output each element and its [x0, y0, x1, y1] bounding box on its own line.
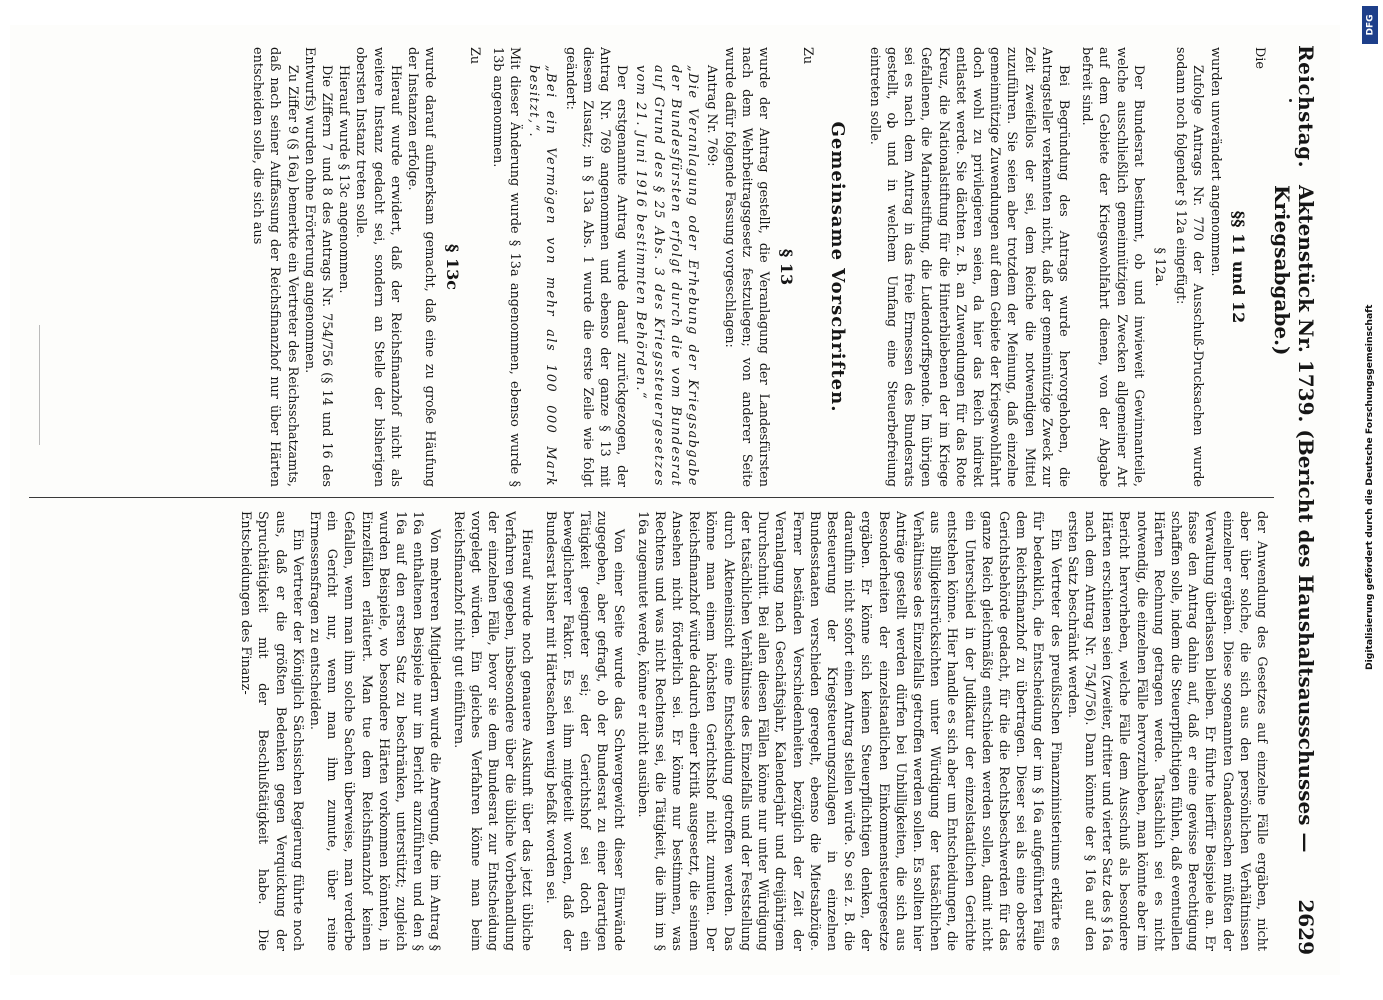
section-prefix: Zu — [800, 47, 816, 65]
header-publication: Reichstag. — [1294, 45, 1318, 169]
quote-text: „Die Veranlagung oder Erhebung der Kriegsabgabe der Bundesfürsten erfolgt durch die vom Bundesrat auf Grund des § 25 Abs. 3 des Kriegssteuergesetzes vom 21. Juni 1916 bestimmten Behörden.“ — [633, 65, 701, 487]
quoted-amendment — [525, 65, 559, 487]
section-heading: § 13 — [777, 248, 797, 286]
section-prefix: Die — [1252, 47, 1267, 69]
paragraph: wurden unverändert angenommen. — [1207, 47, 1223, 277]
paragraph: Ein Vertreter der Königlich Sächsischen Regierung führte noch aus, daß er die größten Bedenken gegen Verquickung der Spruchtätigkeit mit der Beschlußtätigkeit habe. Die Entscheidungen des Finanz- — [238, 511, 305, 951]
left-column — [30, 47, 1270, 487]
quote-text: „Bei ein Vermögen von mehr als 100 000 Mark besitzt,“. — [526, 65, 559, 487]
column-divider — [29, 497, 1274, 498]
paragraph: Hierauf wurde erwidert, daß der Reichsfinanzhof nicht als weitere Instanz gedacht sei, sondern an Stelle der bisherigen obersten Instanz treten solle. — [353, 47, 403, 487]
section-line — [465, 47, 482, 487]
section-heading: §§ 11 und 12 — [1228, 210, 1248, 324]
print-speck — [1289, 99, 1292, 102]
page-header — [1270, 45, 1322, 955]
paragraph: wurde der Antrag gestellt, die Veranlagung der Landesfürsten nach dem Wehrbeitragsgesetz festzulegen; von anderer Seite wurde dafür folgende Fassung vorgeschlagen: — [721, 47, 771, 487]
page-edge-shadow — [39, 325, 40, 445]
section-line — [1251, 47, 1268, 487]
motion-label: Antrag Nr. 769: — [704, 65, 720, 167]
logo-text: DFG — [1365, 14, 1376, 36]
section-heading: § 13c — [443, 244, 463, 290]
paragraph: Der erstgenannte Antrag wurde darauf zurückgezogen, der Antrag Nr. 769 angenommen und ebenso der ganze § 13 mit diesem Zusatz; in § 13a Abs. 1 wurde die erste Zeile wie folgt geändert: — [562, 47, 630, 487]
quoted-motion — [632, 65, 701, 487]
scanned-page — [10, 25, 1340, 975]
paragraph: der Anwendung des Gesetzes auf einzelne Fälle ergäben, nicht aber über solche, die sich aus den persönlichen Verhältnissen einzelner ergäben. Diese sogenannten Gnadensachen müßten der Verwaltung überlassen bleiben. Er führte hierfür Beispiele an. Er fasse den Antrag dahin auf, daß er eine gewisse Berechtigung schaffen solle, indem die Steuerpflichtigen fühlen, daß eventuellen Härten Rechnung getragen werde. Tatsächlich sei es nicht notwendig, die einzelnen Fälle hervorzuheben, man könnte aber im Bericht hervorheben, welche Fälle dem Ausschuß als besondere Härten erschienen seien (zweiter, dritter und vierter Satz des § 16a nach dem Antrag Nr. 754/756). Dann könnte der § 16a auf den ersten Satz beschränkt werden. — [1064, 511, 1269, 951]
right-column — [30, 511, 1270, 951]
paragraph: Hierauf wurde noch genauere Auskunft über das jetzt übliche Verfahren gegeben, insbesondere über die übliche Vorbehandlung der einzelnen Fälle, bevor sie dem Bundesrat zur Entscheidung vorgelegt würden. Ein gleiches Verfahren könne man beim Reichsfinanzhof nicht gut einführen. — [450, 511, 535, 951]
paragraph: wurde darauf aufmerksam gemacht, daß eine zu große Häufung der Instanzen erfolge. — [405, 47, 438, 487]
section-line — [799, 47, 816, 487]
paragraph: Die Ziffern 7 und 8 des Antrags Nr. 754/756 (§ 14 und 16 des Entwurfs) wurden ohne Erörterung angenommen. — [301, 47, 335, 487]
paragraph: Von einer Seite wurde das Schwergewicht dieser Einwände zugegeben, aber gefragt, ob der Bundesrat zu einer derartigen Tätigkeit geeigneter sei; der Gerichtshof sei doch ein beweglicherer Faktor. Es sei ihm mitgeteilt worden, daß der Bundesrat bisher mit Härtesachen wenig befaßt worden sei. — [542, 511, 627, 951]
paragraph: Der Bundesrat bestimmt, ob und inwieweit Gewinnanteile, welche ausschließlich gemeinnützigen Zwecken allgemeiner Art auf dem Gebiete der Kriegswohlfahrt dienen, von der Abgabe befreit sind. — [1079, 47, 1146, 487]
paragraph: Zufolge Antrags Nr. 770 der Ausschuß-Drucksachen wurde sodann noch folgender § 12a eingefügt: — [1173, 47, 1206, 487]
paragraph: Bei Begründung des Antrags wurde hervorgehoben, die Antragsteller verkennten nicht, daß der gemeinnützige Zweck zur Zeit zweifellos der sei, dem Reiche die notwendigen Mittel zuzuführen. Sie seien aber trotzdem der Meinung, daß einzelne gemeinnützige Zuwendungen auf dem Gebiete der Kriegswohlfahrt doch wohl zu privilegieren seien, da hier das Reich indirekt entlastet werde. Sie dächten z. B. an Zuwendungen für das Rote Kreuz, die Nationalstiftung für die Hinterbliebenen der im Kriege Gefallenen, die Marinestiftung, die Ludendorffspende. Im übrigen sei es nach dem Antrag in das freie Ermessen des Bundesrats gestellt, ob und in welchem Umfang eine Steuerbefreiung eintreten solle. — [866, 47, 1071, 487]
digitization-credit: Digitalisierung gefördert durch die Deutsche Forschungsgemeinschaft — [1364, 304, 1375, 670]
paragraph: Ein Vertreter des preußischen Finanzministeriums erklärte es für bedenklich, die Entscheidung der im § 16a aufgeführten Fälle dem Reichsfinanzhof zu übertragen. Dieser sei als eine oberste Gerichtsbehörde gedacht, für die die Rechtsbeschwerden für das ganze Reich gleichmäßig entschieden werden sollen, damit nicht ein Unterschied in der Judikatur der einzelstaatlichen Gerichte entstehen könne. Hier handle es sich aber um Entscheidungen, die aus Billigkeitsrücksichten unter Würdigung der tatsächlichen Verhältnisse des Einzelfalls getroffen werden sollen. Es sollten hier Anträge gestellt werden dürfen bei Unbilligkeiten, die sich aus Besonderheiten der einzelstaatlichen Einkommensteuergesetze ergäben. Er könne sich keinen Steuerpflichtigen denken, der daraufhin nicht sofort einen Antrag stellen würde. So sei z. B. die Besteuerung der Kriegsteuerungszulagen in einzelnen Bundesstaaten verschieden geregelt, ebenso die Mietsabzüge. Ferner beständen Verschiedenheiten bezüglich der Zeit der Veranlagung nach Geschäftsjahr, Kalenderjahr und dreijährigem Durchschnitt. Bei allen diesen Fällen könne nur unter Würdigung der tatsächlichen Verhältnisse des Einzelfalls und der Feststellung durch Akteneinsicht eine Entscheidung getroffen werden. Das könne man einem höchsten Gerichtshof nicht zumuten. Der Reichsfinanzhof würde dadurch einer Kritik ausgesetzt, die seinem Ansehen nicht förderlich sei. Er könne nur bestimmen, was Rechtens und was nicht Rechtens sei, die Tätigkeit, die ihm im § 16a zugemutet werde, könne er nicht ausüben. — [634, 511, 1063, 951]
dfg-logo — [1362, 6, 1378, 44]
paragraph: Von mehreren Mitgliedern wurde die Anregung, die im Antrag § 16a enthaltenen Beispiele nur im Bericht anzuführen und den § 16a auf den ersten Satz zu beschränken, unterstützt; zugleich wurden Beispiele, wo besondere Härten vorkommen könnten, in Einzelfällen erläutert. Man tue dem Reichsfinanzhof keinen Gefallen, wenn man ihm solche Sachen überweise, man verderbe ein Gericht nur, wenn man ihm zumute, über reine Ermessensfragen zu entscheiden. — [307, 511, 443, 951]
chapter-heading: Gemeinsame Vorschriften. — [826, 121, 848, 413]
paragraph: Mit dieser Änderung wurde § 13a angenommen, ebenso wurde § 13b angenommen. — [489, 47, 523, 487]
page-number: 2629 — [1294, 899, 1318, 955]
paragraph: Zu Ziffer 9 (§ 16a) bemerkte ein Vertreter des Reichsschatzamts, daß nach seiner Auffassung der Reichsfinanzhof nur über Härten entscheiden solle, die sich aus — [250, 47, 300, 487]
header-title: Aktenstück Nr. 1739. (Bericht des Haushaltsausschusses — Kriegsabgabe.) — [1270, 185, 1318, 853]
section-subheading: § 12a. — [1151, 247, 1167, 287]
paragraph: Hierauf wurde § 13c angenommen. — [336, 65, 352, 294]
section-prefix: Zu — [466, 47, 482, 65]
